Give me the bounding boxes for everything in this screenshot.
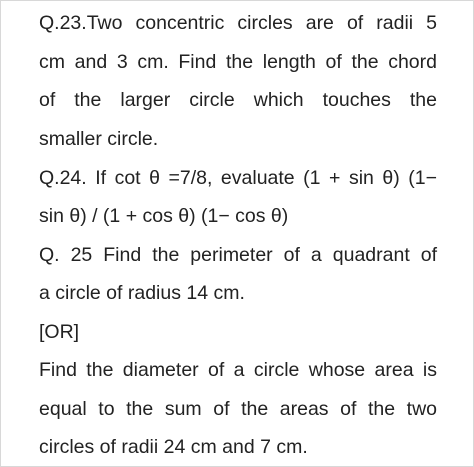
q23-line-4: smaller circle.: [39, 128, 159, 150]
q24-line-2: sin θ) / (1 + cos θ) (1− cos θ): [39, 205, 289, 227]
or-separator: [OR]: [39, 321, 80, 343]
q23-line-1: Q.23.Two concentric circles are of radii 5: [39, 12, 437, 34]
q25-line-2: a circle of radius 14 cm.: [39, 282, 245, 304]
alt-question-line-1: Find the diameter of a circle whose area is: [39, 359, 437, 381]
q23-line-3: of the larger circle which touches the: [39, 89, 437, 111]
alt-question-line-3: circles of radii 24 cm and 7 cm.: [39, 436, 308, 458]
q23-line-2: cm and 3 cm. Find the length of the chord: [39, 51, 437, 73]
alt-question-line-2: equal to the sum of the areas of the two: [39, 398, 437, 420]
q24-line-1: Q.24. If cot θ =7/8, evaluate (1 + sin θ) (1−: [39, 167, 437, 189]
q25-line-1: Q. 25 Find the perimeter of a quadrant of: [39, 244, 437, 266]
